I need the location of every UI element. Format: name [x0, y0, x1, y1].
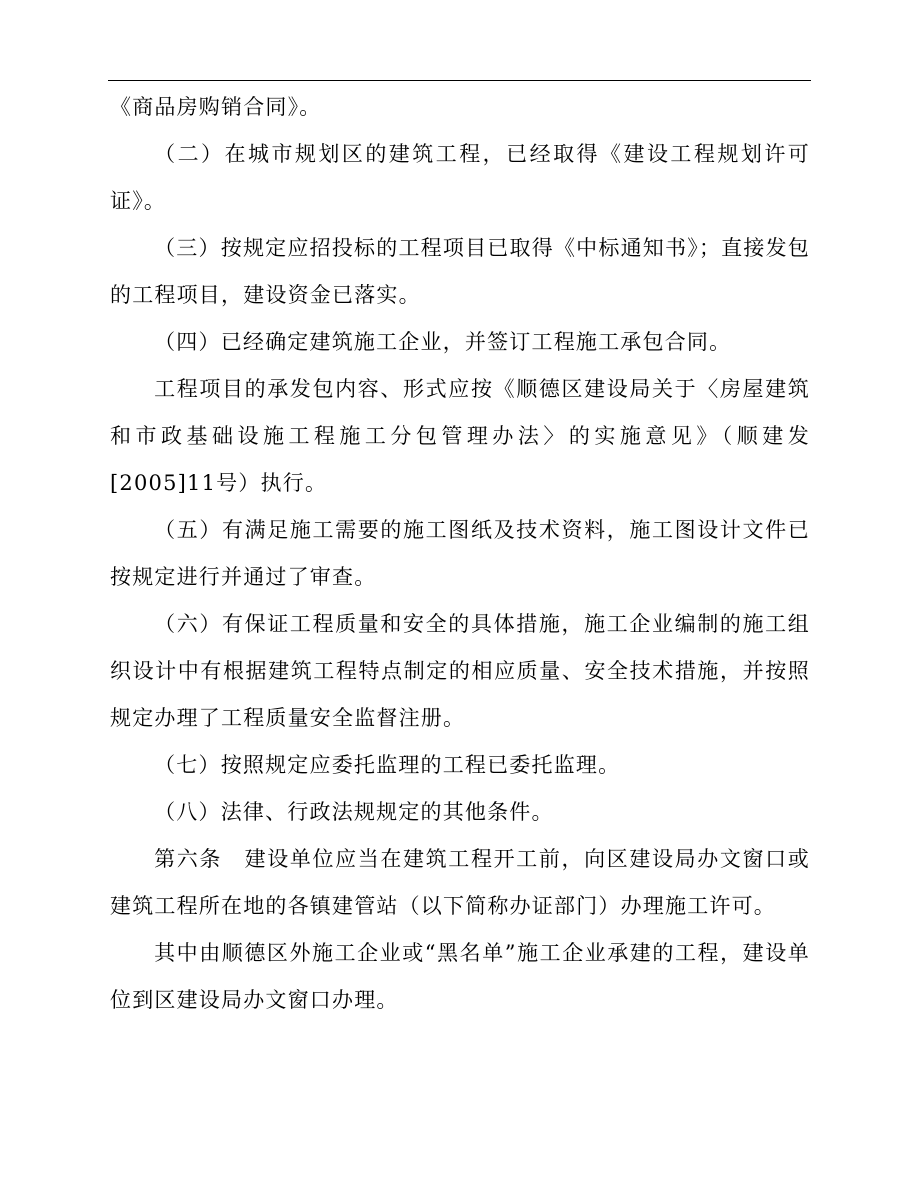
header-rule — [108, 80, 811, 81]
paragraph-item-3: （三）按规定应招投标的工程项目已取得《中标通知书》；直接发包的工程项目，建设资金已落实。 — [110, 236, 810, 307]
paragraph-contract-title: 《商品房购销合同》。 — [110, 95, 322, 119]
paragraph-blacklist-note: 其中由顺德区外施工企业或“黑名单”施工企业承建的工程，建设单位到区建设局办文窗口办理。 — [110, 941, 810, 1012]
paragraph-item-6: （六）有保证工程质量和安全的具体措施，施工企业编制的施工组织设计中有根据建筑工程特点制定的相应质量、安全技术措施，并按照规定办理了工程质量安全监督注册。 — [110, 612, 810, 730]
paragraph-subcontract-note: 工程项目的承发包内容、形式应按《顺德区建设局关于〈房屋建筑和市政基础设施工程施工分包管理办法〉的实施意见》（顺建发[2005]11号）执行。 — [110, 377, 810, 495]
paragraph-item-2: （二）在城市规划区的建筑工程，已经取得《建设工程规划许可证》。 — [110, 142, 810, 213]
paragraph-article-6: 第六条 建设单位应当在建筑工程开工前，向区建设局办文窗口或建筑工程所在地的各镇建管站（以下简称办证部门）办理施工许可。 — [110, 847, 810, 918]
paragraph-item-8: （八）法律、行政法规规定的其他条件。 — [154, 800, 554, 824]
paragraph-item-7: （七）按照规定应委托监理的工程已委托监理。 — [154, 753, 621, 777]
paragraph-item-5: （五）有满足施工需要的施工图纸及技术资料，施工图设计文件已按规定进行并通过了审查。 — [110, 518, 810, 589]
paragraph-item-4: （四）已经确定建筑施工企业，并签订工程施工承包合同。 — [154, 330, 732, 354]
document-body — [110, 84, 810, 1024]
